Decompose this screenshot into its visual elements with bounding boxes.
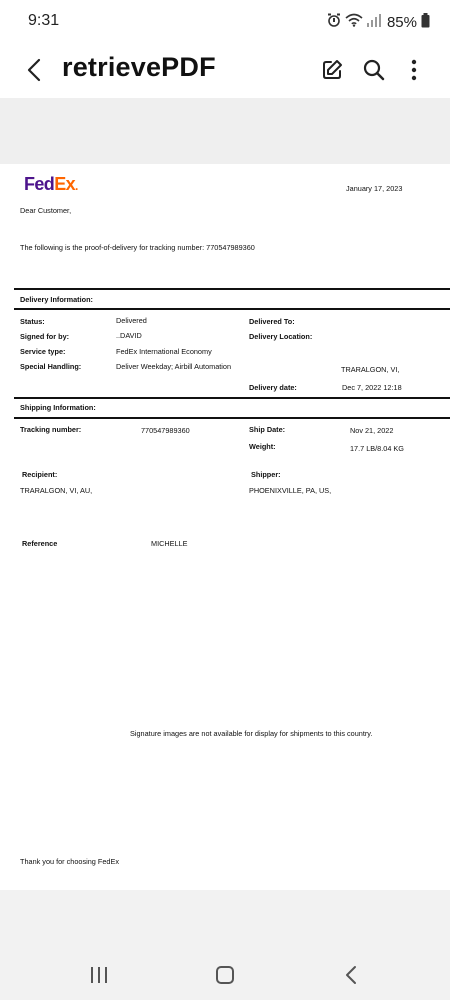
page-title: retrievePDF — [62, 52, 216, 82]
signature-note: Signature images are not available for display for shipments to this country. — [130, 729, 373, 738]
status-icons — [327, 12, 430, 33]
navigation-bar — [0, 890, 450, 1000]
weight-label: Weight: — [249, 442, 276, 451]
nav-back-icon — [345, 965, 357, 985]
intro-text: The following is the proof-of-delivery for tracking number: 770547989360 — [20, 243, 255, 252]
recipient-label: Recipient: — [22, 470, 58, 479]
delivery-location-value: TRARALGON, VI, — [341, 365, 400, 374]
weight-value: 17.7 LB/8.04 KG — [350, 444, 404, 453]
back-button[interactable] — [16, 52, 52, 88]
service-type-value: FedEx International Economy — [116, 347, 212, 356]
back-arrow-icon — [27, 58, 41, 82]
divider — [14, 308, 450, 310]
shipping-info-header: Shipping Information: — [20, 403, 96, 412]
status-value: Delivered — [116, 316, 147, 325]
recent-apps-button[interactable] — [79, 960, 119, 990]
nav-back-button[interactable] — [331, 960, 371, 990]
delivered-to-label: Delivered To: — [249, 317, 295, 326]
ship-date-value: Nov 21, 2022 — [350, 426, 394, 435]
home-button[interactable] — [205, 960, 245, 990]
greeting: Dear Customer, — [20, 206, 72, 215]
search-button[interactable] — [356, 52, 392, 88]
tracking-number-value: 770547989360 — [141, 426, 190, 435]
reference-label: Reference — [22, 539, 58, 548]
special-handling-value: Deliver Weekday; Airbill Automation — [116, 362, 232, 371]
ship-date-label: Ship Date: — [249, 425, 286, 434]
recipient-value: TRARALGON, VI, AU, — [20, 486, 93, 495]
battery-percent: 85% — [386, 14, 417, 31]
delivery-date-label: Delivery date: — [249, 383, 297, 392]
status-label: Status: — [20, 317, 45, 326]
status-time: 9:31 — [28, 12, 60, 29]
more-vert-icon — [411, 59, 417, 81]
edit-icon — [320, 58, 344, 82]
delivery-location-label: Delivery Location: — [249, 332, 313, 341]
wifi-icon — [345, 13, 363, 32]
special-handling-label: Special Handling: — [20, 362, 82, 371]
letter-date: January 17, 2023 — [346, 184, 403, 193]
delivery-date-value: Dec 7, 2022 12:18 — [342, 383, 402, 392]
divider — [14, 288, 450, 290]
shipper-value: PHOENIXVILLE, PA, US, — [249, 486, 332, 495]
thank-you-text: Thank you for choosing FedEx — [20, 857, 119, 866]
home-icon — [215, 965, 235, 985]
status-bar — [0, 0, 450, 44]
battery-icon — [421, 13, 430, 33]
signal-icon — [367, 13, 381, 32]
alarm-icon — [327, 12, 341, 33]
search-icon — [362, 58, 386, 82]
reference-value: MICHELLE — [151, 539, 188, 548]
edit-button[interactable] — [314, 52, 350, 88]
service-type-label: Service type: — [20, 347, 66, 356]
viewer-background — [0, 98, 450, 164]
fedex-logo: FedEx. — [24, 174, 78, 194]
signed-for-label: Signed for by: — [20, 332, 70, 341]
pdf-page[interactable] — [0, 164, 450, 890]
delivery-info-header: Delivery Information: — [20, 295, 93, 304]
recent-apps-icon — [90, 966, 108, 984]
more-options-button[interactable] — [396, 52, 432, 88]
signed-for-value: ..DAVID — [116, 331, 142, 340]
divider — [14, 397, 450, 399]
divider — [14, 417, 450, 419]
app-bar — [0, 44, 450, 98]
tracking-number-label: Tracking number: — [20, 425, 82, 434]
shipper-label: Shipper: — [251, 470, 281, 479]
